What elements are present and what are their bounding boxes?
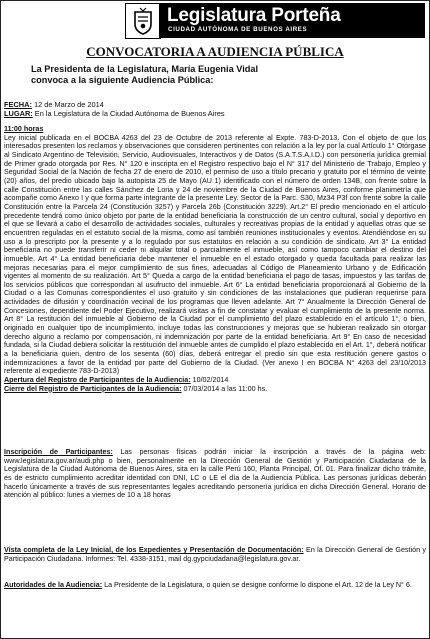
inscripcion-label: Inscripción de Participantes: — [4, 448, 113, 456]
vista-section — [4, 546, 426, 563]
audiencia-text: Ley inicial publicada en el BOCBA 4263 del 23 de Octubre de 2013 referente al Expte. 783-D-2013. Con el objeto de que los interesados presenten los reclamos y observaciones que consideren pertinentes con relación a la ley por la cual Artículo 1° Otórgase al Sindicato Argentino de Televisión, Servicio, Audiovisuales, Interactivos y de Datos (S.A.T.S.A.I.D.) con personería jurídica gremial de Primer grado otorgada por Res. N° 120 e inscripta en el Registro respectivo bajo el N° 317 del Ministerio de Trabajo, Empleo y Seguridad Social de la Nación de fecha 27 de enero de 2010, el permiso de uso a título precario y gratuito por el término de veinte (20) años, del predio ubicado bajo la autopista 25 de Mayo (AU 1) identificado con el número de orden 134B, con frente sobre la calle Constitución entre las calles Sánchez de Loria y 24 de noviembre de la Ciudad de Buenos Aires, conforme planimetría que acompañe como Anexo I y que forma parte integrante de la presente Ley. Sector de la Parc. S30, Mz34 P3f con frente sobre la calle Constitución entre la Parcela 24 (Constitución 3257) y Parcela 26b (Constitución 3229). Art.2° El predio mencionado en el artículo precedente tendrá como único objeto por parte de la entidad beneficiaria la construcción de un centro cultural, social y deportivo en el que se llevará a cabo el desarrollo de actividades sociales, culturales y recreativas propias de la entidad y aquellas otras que se encuentren reguladas en el estatuto social de la misma, como así también reuniones institucionales y eventos. Atendiéndose en su uso a lo prescripto por la presente y a lo regulado por sus estatutos en relación a su condición de sindicato. Art 3° La entidad beneficiaria no puede transferir ni ceder ni alquilar total o parcialmente el inmueble, así como tampoco cambiar el destino del inmueble. Art 4° La entidad beneficiaria debe mantener el inmueble en el estado otorgado y queda facultada para realizar las mejoras necesarias para el mejor cumplimiento de sus fines, adecuadas al Código de Planeamiento Urbano y de Edificación vigentes al momento de su realización. Art 5° Queda a cargo de la entidad beneficiaria el pago de tasas, impuestos y las tarifas de los servicios públicos que correspondan al usufructo del inmueble. Art 6° La entidad beneficiaria proporcionará al Gobierno de la Ciudad o a las Comunas correspondientes el uso gratuito y sin condiciones de las instalaciones que pudieran requerirse para actividades de difusión y coordinación vecinal de los programas que lleven adelante. Art 7° Anualmente la Dirección General de Concesiones, dependiente del Poder Ejecutivo, realizará visitas a fin de constatar y evaluar el cumplimiento de la presente norma. Art 8° La restitución del inmueble al Gobierno de la Ciudad por el cumplimiento del plazo establecido en el artículo 1°, o bien, originado en cualquier tipo de incumplimiento, incluye todas las construcciones y mejoras que se hubieran realizado sin otorgar derecho alguno a reclamo por compensación, ni indemnización por parte de la entidad beneficiaria. Art 9° En caso de necesidad fundada, si la Ciudad debiera solicitar la restitución del inmueble antes de cumplido el plazo establecido en el Art. 1°, deberá notificar a la beneficiaria quien, dentro de los sesenta (60) días, deberá entregar el predio sin que esta restitución genere gastos o indemnizaciones a favor de la entidad por parte del Gobierno de la Ciudad. (Ver anexo I en BOCBA N° 4263 del 23/10/2013 referente al expediente 783-D-2013) — [4, 133, 426, 376]
meta — [4, 100, 424, 118]
org-band — [159, 3, 425, 38]
fecha-line — [4, 100, 424, 109]
apertura-value: 10/02/2014 — [190, 376, 229, 385]
lugar-value: En la Legislatura de la Ciudad Autónoma de Buenos Aires — [32, 109, 225, 119]
autoridades-paragraph — [4, 581, 426, 590]
inscripcion-section — [4, 448, 426, 500]
page-title: CONVOCATORIA A AUDIENCIA PÚBLICA — [86, 44, 344, 59]
apertura-label: Apertura del Registro de Participantes de la Audiencia: — [4, 376, 191, 385]
apertura-line — [4, 376, 426, 385]
cierre-line — [4, 385, 426, 394]
inscripcion-text: Las personas físicas podrán iniciar la inscripción a través de la página web: www.legislatura.gov.ar/audi.php o bien, personalmente en la Dirección General de Gestión y Participación Ciudadana de la Legislatura de la Ciudad Autónoma de Buenos Aires, sita en la calle Perú 160, Planta Principal, Of. 01. Para finalizar dicho trámite, es de estricto cumplimiento acreditar identidad con DNI, LC o LE el día de la Audiencia Pública. Las personas jurídicas deberán hacerlo únicamente a través de sus representantes legales acreditando personería jurídica en dicha Dirección General. Horario de atención al público: lunes a viernes de 10 a 18 horas — [4, 448, 426, 500]
city-coat-of-arms-icon — [126, 4, 160, 38]
intro-line-1: La Presidenta de la Legislatura, María Eugenia Vidal — [31, 64, 259, 74]
vista-paragraph — [4, 546, 426, 563]
audiencia-hora: 11:00 horas — [4, 125, 44, 133]
org-name: Legislatura Porteña — [167, 5, 341, 26]
header — [1, 1, 429, 39]
vista-label: Vista completa de la Ley Inicial, de los Expedientes y Presentación de Documentación: — [4, 546, 304, 554]
lugar-label: LUGAR: — [4, 109, 33, 119]
fecha-value: 12 de Marzo de 2014 — [31, 100, 104, 109]
fecha-label: FECHA: — [4, 100, 32, 109]
logo — [125, 3, 161, 39]
audiencia-section — [4, 125, 426, 393]
cierre-label: Cierre del Registro de Participantes de la Audiencia: — [4, 384, 182, 393]
vista-text: En la Dirección General de Gestión y Participación Ciudadana. Informes: Tel. 4338-3151, mail dg.gypciudadana@legislatura.gov.ar. — [4, 546, 427, 563]
inscripcion-paragraph — [4, 448, 426, 500]
intro — [31, 64, 391, 86]
intro-line-2: convoca a la siguiente Audiencia Pública: — [31, 75, 214, 85]
autoridades-text: La Presidente de la Legislatura, o quien se designe conforme lo dispone el Art. 12 de la Ley N° 6. — [102, 581, 412, 589]
autoridades-label: Autoridades de la Audiencia: — [4, 581, 103, 589]
autoridades-section — [4, 581, 426, 590]
org-subtitle: CIUDAD AUTÓNOMA DE BUENOS AIRES — [168, 26, 308, 33]
lugar-line — [4, 109, 424, 118]
cierre-value: 07/03/2014 a las 11:00 hs. — [181, 384, 268, 393]
